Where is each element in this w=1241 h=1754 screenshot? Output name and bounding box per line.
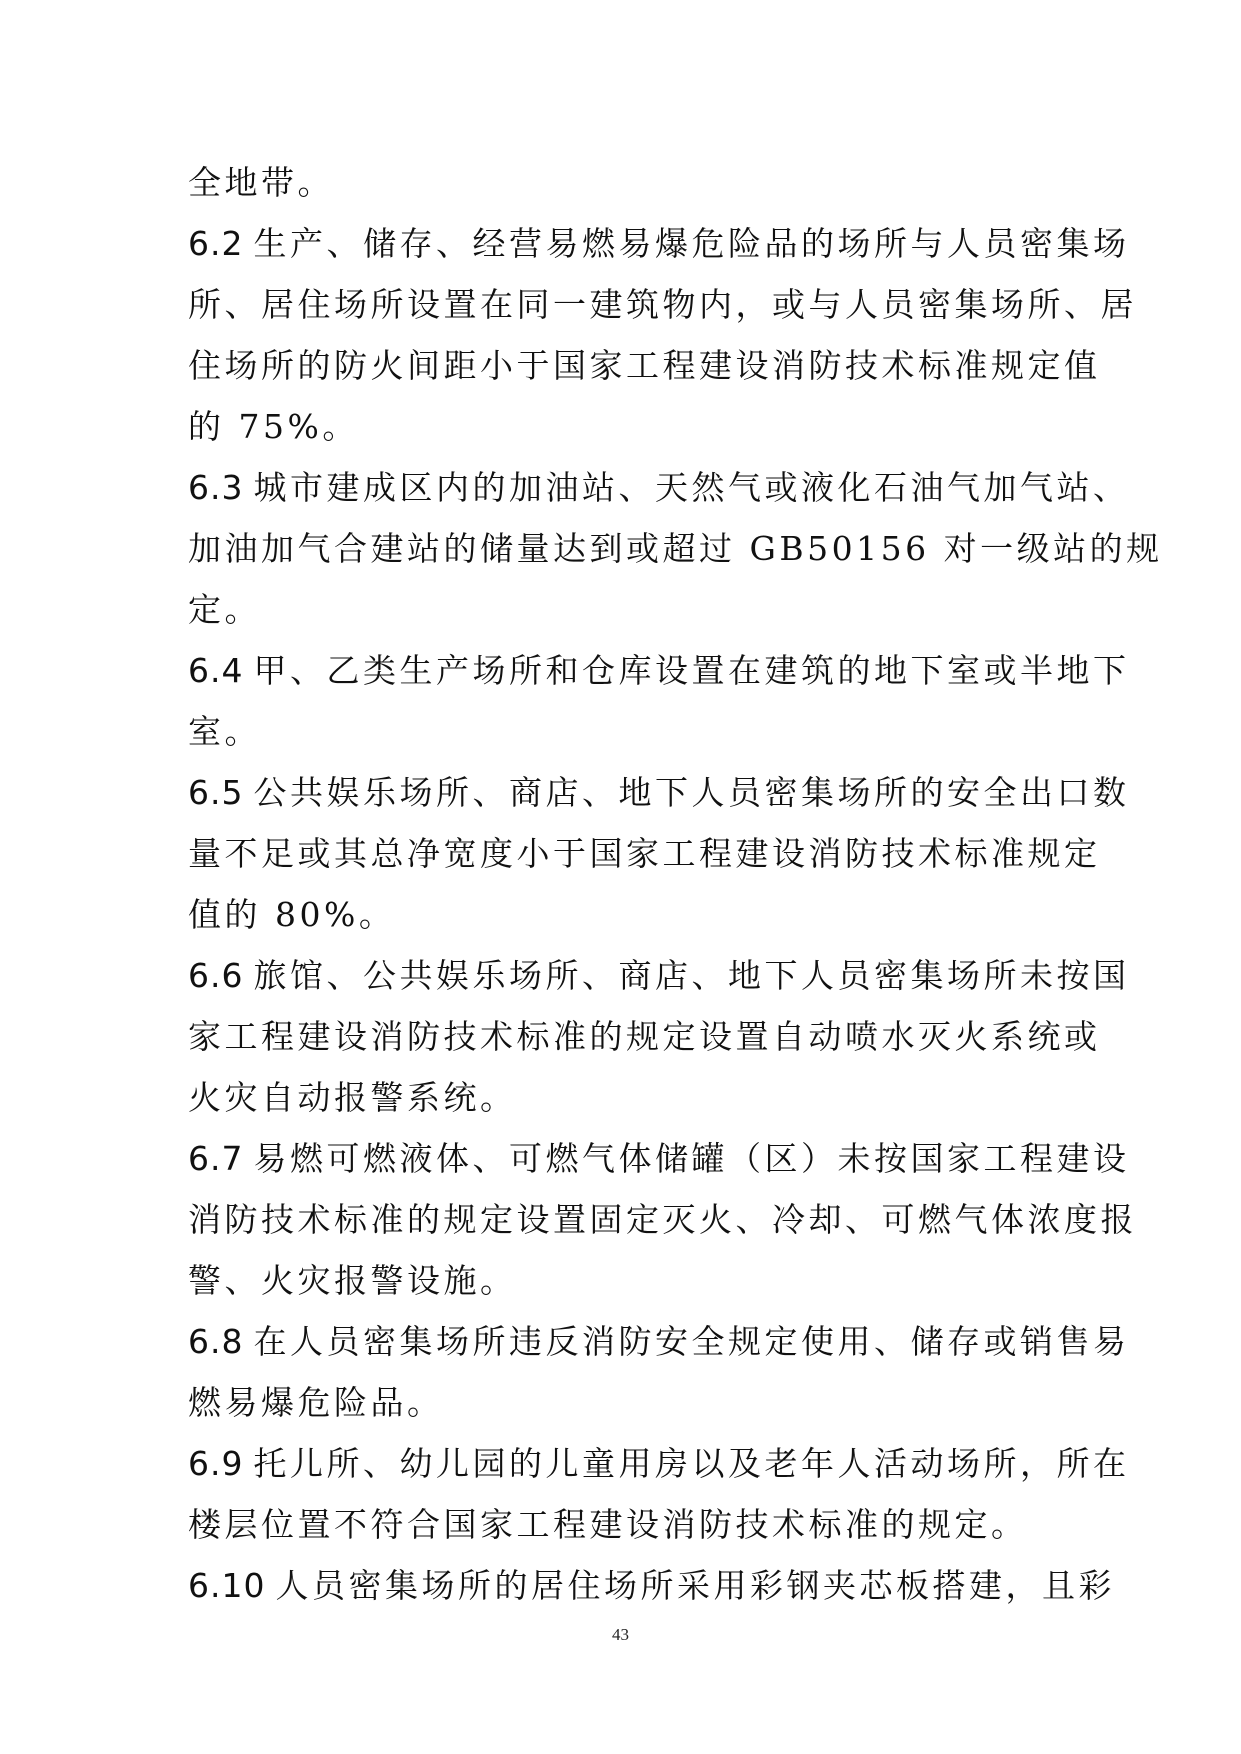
text-line (188, 1372, 1068, 1433)
clause-number: 6.10 (188, 1566, 266, 1605)
line-text: 住场所的防火间距小于国家工程建设消防技术标准规定值 (188, 346, 1101, 385)
line-text: 火灾自动报警系统。 (188, 1078, 517, 1117)
text-line (188, 213, 1130, 274)
text-line (188, 1128, 1130, 1189)
line-text: 生产、储存、经营易燃易爆危险品的场所与人员密集场 (253, 224, 1130, 263)
clause-number: 6.7 (188, 1139, 244, 1178)
text-line (188, 274, 1137, 335)
line-text: 托儿所、幼儿园的儿童用房以及老年人活动场所，所在 (253, 1444, 1130, 1483)
line-text: 全地带。 (188, 163, 334, 202)
line-text: 室。 (188, 712, 261, 751)
text-line (188, 1250, 1068, 1311)
line-text: 公共娱乐场所、商店、地下人员密集场所的安全出口数 (253, 773, 1130, 812)
line-text: 定。 (188, 590, 261, 629)
clause-number: 6.9 (188, 1444, 244, 1483)
text-line (188, 1311, 1130, 1372)
line-text: 易燃可燃液体、可燃气体储罐（区）未按国家工程建设 (253, 1139, 1130, 1178)
text-line (188, 762, 1130, 823)
clause-number: 6.5 (188, 773, 244, 812)
document-body (188, 152, 1163, 1616)
line-text: 城市建成区内的加油站、天然气或液化石油气加气站、 (253, 468, 1130, 507)
text-line (188, 1067, 1068, 1128)
line-text: 人员密集场所的居住场所采用彩钢夹芯板搭建，且彩 (275, 1566, 1115, 1605)
text-line (188, 396, 1068, 457)
text-line (188, 1494, 1068, 1555)
text-line (188, 335, 1101, 396)
line-text: 消防技术标准的规定设置固定灭火、冷却、可燃气体浓度报 (188, 1200, 1137, 1239)
text-line (188, 457, 1130, 518)
clause-number: 6.3 (188, 468, 244, 507)
text-line (188, 1189, 1137, 1250)
line-text: 加油加气合建站的储量达到或超过 GB50156 对一级站的规 (188, 529, 1163, 568)
text-line (188, 579, 1068, 640)
text-line (188, 1006, 1101, 1067)
line-text: 燃易爆危险品。 (188, 1383, 444, 1422)
line-text: 旅馆、公共娱乐场所、商店、地下人员密集场所未按国 (253, 956, 1130, 995)
line-text: 的 75%。 (188, 407, 359, 446)
line-text: 所、居住场所设置在同一建筑物内，或与人员密集场所、居 (188, 285, 1137, 324)
text-line (188, 701, 1068, 762)
text-line (188, 640, 1130, 701)
text-line (188, 823, 1101, 884)
line-text: 甲、乙类生产场所和仓库设置在建筑的地下室或半地下 (253, 651, 1130, 690)
page-number: 43 (612, 1625, 629, 1644)
text-line (188, 1555, 1115, 1616)
clause-number: 6.8 (188, 1322, 244, 1361)
text-line (188, 945, 1130, 1006)
line-text: 量不足或其总净宽度小于国家工程建设消防技术标准规定 (188, 834, 1101, 873)
text-line (188, 152, 1068, 213)
clause-number: 6.4 (188, 651, 244, 690)
line-text: 家工程建设消防技术标准的规定设置自动喷水灭火系统或 (188, 1017, 1101, 1056)
line-text: 在人员密集场所违反消防安全规定使用、储存或销售易 (253, 1322, 1130, 1361)
text-line (188, 518, 1163, 579)
text-line (188, 1433, 1130, 1494)
clause-number: 6.2 (188, 224, 244, 263)
line-text: 警、火灾报警设施。 (188, 1261, 517, 1300)
line-text: 楼层位置不符合国家工程建设消防技术标准的规定。 (188, 1505, 1028, 1544)
clause-number: 6.6 (188, 956, 244, 995)
line-text: 值的 80%。 (188, 895, 396, 934)
text-line (188, 884, 1068, 945)
